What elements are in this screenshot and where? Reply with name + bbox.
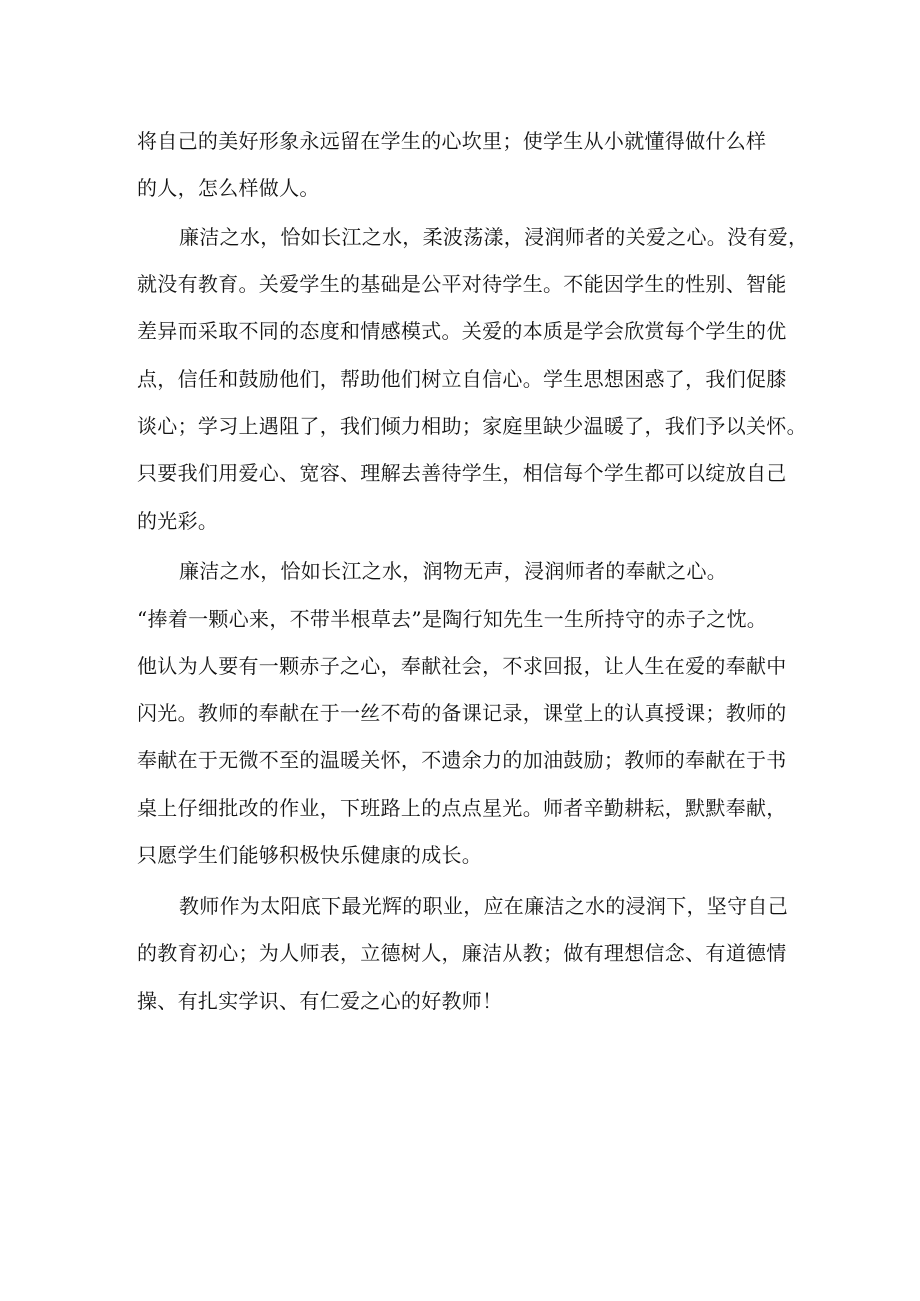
text-line: 只愿学生们能够积极快乐健康的成长。 — [137, 843, 483, 867]
text-line: “捧着一颗心来，不带半根草去”是陶行知先生一生所持守的赤子之忱。 — [137, 607, 768, 631]
text-line: 就没有教育。关爱学生的基础是公平对待学生。不能因学生的性别、智能 — [137, 272, 787, 296]
text-line: 他认为人要有一颗赤子之心，奉献社会，不求回报，让人生在爱的奉献中 — [137, 654, 787, 678]
text-line: 廉洁之水，恰如长江之水，柔波荡漾，浸润师者的关爱之心。没有爱， — [179, 225, 809, 249]
text-line: 操、有扎实学识、有仁爱之心的好教师！ — [137, 989, 503, 1013]
text-line: 闪光。教师的奉献在于一丝不苟的备课记录，课堂上的认真授课；教师的 — [137, 701, 787, 725]
text-line: 教师作为太阳底下最光辉的职业，应在廉洁之水的浸润下，坚守自己 — [179, 894, 788, 918]
text-line: 桌上仔细批改的作业，下班路上的点点星光。师者辛勤耕耘，默默奉献， — [137, 796, 787, 820]
text-line: 的教育初心；为人师表，立德树人，廉洁从教；做有理想信念、有道德情 — [137, 941, 787, 965]
text-line: 的光彩。 — [137, 509, 219, 533]
text-line: 奉献在于无微不至的温暖关怀，不遗余力的加油鼓励；教师的奉献在于书 — [137, 748, 787, 772]
text-line: 谈心；学习上遇阻了，我们倾力相助；家庭里缺少温暖了，我们予以关怀。 — [137, 414, 807, 438]
text-line: 差异而采取不同的态度和情感模式。关爱的本质是学会欣赏每个学生的优 — [137, 319, 787, 343]
text-line: 廉洁之水，恰如长江之水，润物无声，浸润师者的奉献之心。 — [179, 559, 728, 583]
text-line: 的人，怎么样做人。 — [137, 176, 320, 200]
text-line: 将自己的美好形象永远留在学生的心坎里；使学生从小就懂得做什么样 — [137, 129, 767, 153]
text-line: 只要我们用爱心、宽容、理解去善待学生，相信每个学生都可以绽放自己 — [137, 461, 787, 485]
text-line: 点，信任和鼓励他们，帮助他们树立自信心。学生思想困惑了，我们促膝 — [137, 367, 787, 391]
